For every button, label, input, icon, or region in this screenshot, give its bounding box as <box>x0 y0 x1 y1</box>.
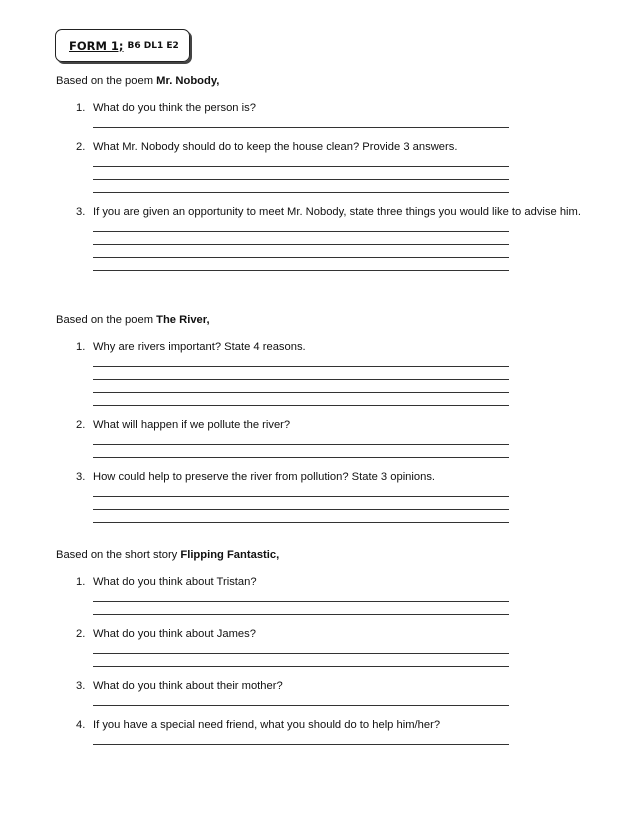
question-number: 2. <box>76 628 86 640</box>
answer-line[interactable] <box>93 693 509 706</box>
question-number: 4. <box>76 719 86 731</box>
question-text: What will happen if we pollute the river? <box>93 419 291 431</box>
question-item <box>56 627 596 667</box>
section-flipping-fantastic <box>56 547 596 745</box>
question-item <box>56 205 596 271</box>
question-number: 1. <box>76 102 86 114</box>
section-intro <box>56 547 596 563</box>
answer-line[interactable] <box>93 380 509 393</box>
answer-line[interactable] <box>93 445 509 458</box>
answer-line[interactable] <box>93 641 509 654</box>
section-the-river <box>56 312 596 523</box>
answer-line[interactable] <box>93 432 509 445</box>
intro-title: Mr. Nobody, <box>156 75 220 87</box>
question-item <box>56 679 596 706</box>
answer-line[interactable] <box>93 167 509 180</box>
question-item <box>56 470 596 523</box>
section-mr-nobody <box>56 73 596 271</box>
answer-line[interactable] <box>93 589 509 602</box>
question-number: 1. <box>76 341 86 353</box>
question-list <box>56 575 596 745</box>
form-code: B6 DL1 E2 <box>127 40 179 51</box>
question-item <box>56 340 596 406</box>
question-list <box>56 101 596 271</box>
question-text: If you are given an opportunity to meet Mr. Nobody, state three things you would like to advise him. <box>93 206 581 218</box>
answer-line[interactable] <box>93 180 509 193</box>
question-text: What do you think the person is? <box>93 102 256 114</box>
question-text: What Mr. Nobody should do to keep the house clean? Provide 3 answers. <box>93 141 458 153</box>
question-item <box>56 418 596 458</box>
answer-line[interactable] <box>93 732 509 745</box>
answer-line[interactable] <box>93 232 509 245</box>
question-number: 3. <box>76 206 86 218</box>
question-item <box>56 718 596 745</box>
question-text: What do you think about their mother? <box>93 680 283 692</box>
question-text: What do you think about James? <box>93 628 256 640</box>
answer-line[interactable] <box>93 219 509 232</box>
intro-prefix: Based on the short story <box>56 549 181 561</box>
answer-line[interactable] <box>93 258 509 271</box>
answer-line[interactable] <box>93 497 509 510</box>
question-number: 2. <box>76 141 86 153</box>
section-intro <box>56 312 596 328</box>
answer-line[interactable] <box>93 654 509 667</box>
section-intro <box>56 73 596 89</box>
question-list <box>56 340 596 523</box>
intro-prefix: Based on the poem <box>56 75 157 87</box>
answer-line[interactable] <box>93 154 509 167</box>
question-text: If you have a special need friend, what you should do to help him/her? <box>93 719 441 731</box>
intro-title: Flipping Fantastic, <box>180 549 280 561</box>
answer-line[interactable] <box>93 245 509 258</box>
question-number: 2. <box>76 419 86 431</box>
answer-line[interactable] <box>93 393 509 406</box>
question-text: What do you think about Tristan? <box>93 576 257 588</box>
question-number: 1. <box>76 576 86 588</box>
answer-line[interactable] <box>93 602 509 615</box>
question-item <box>56 140 596 193</box>
question-number: 3. <box>76 471 86 483</box>
intro-prefix: Based on the poem <box>56 314 157 326</box>
question-item <box>56 101 596 128</box>
answer-line[interactable] <box>93 367 509 380</box>
question-text: Why are rivers important? State 4 reasons. <box>93 341 306 353</box>
question-item <box>56 575 596 615</box>
answer-line[interactable] <box>93 484 509 497</box>
form-label: FORM 1; <box>69 38 124 53</box>
answer-line[interactable] <box>93 115 509 128</box>
question-text: How could help to preserve the river from pollution? State 3 opinions. <box>93 471 436 483</box>
question-number: 3. <box>76 680 86 692</box>
answer-line[interactable] <box>93 354 509 367</box>
form-badge <box>55 29 190 62</box>
answer-line[interactable] <box>93 510 509 523</box>
intro-title: The River, <box>156 314 210 326</box>
